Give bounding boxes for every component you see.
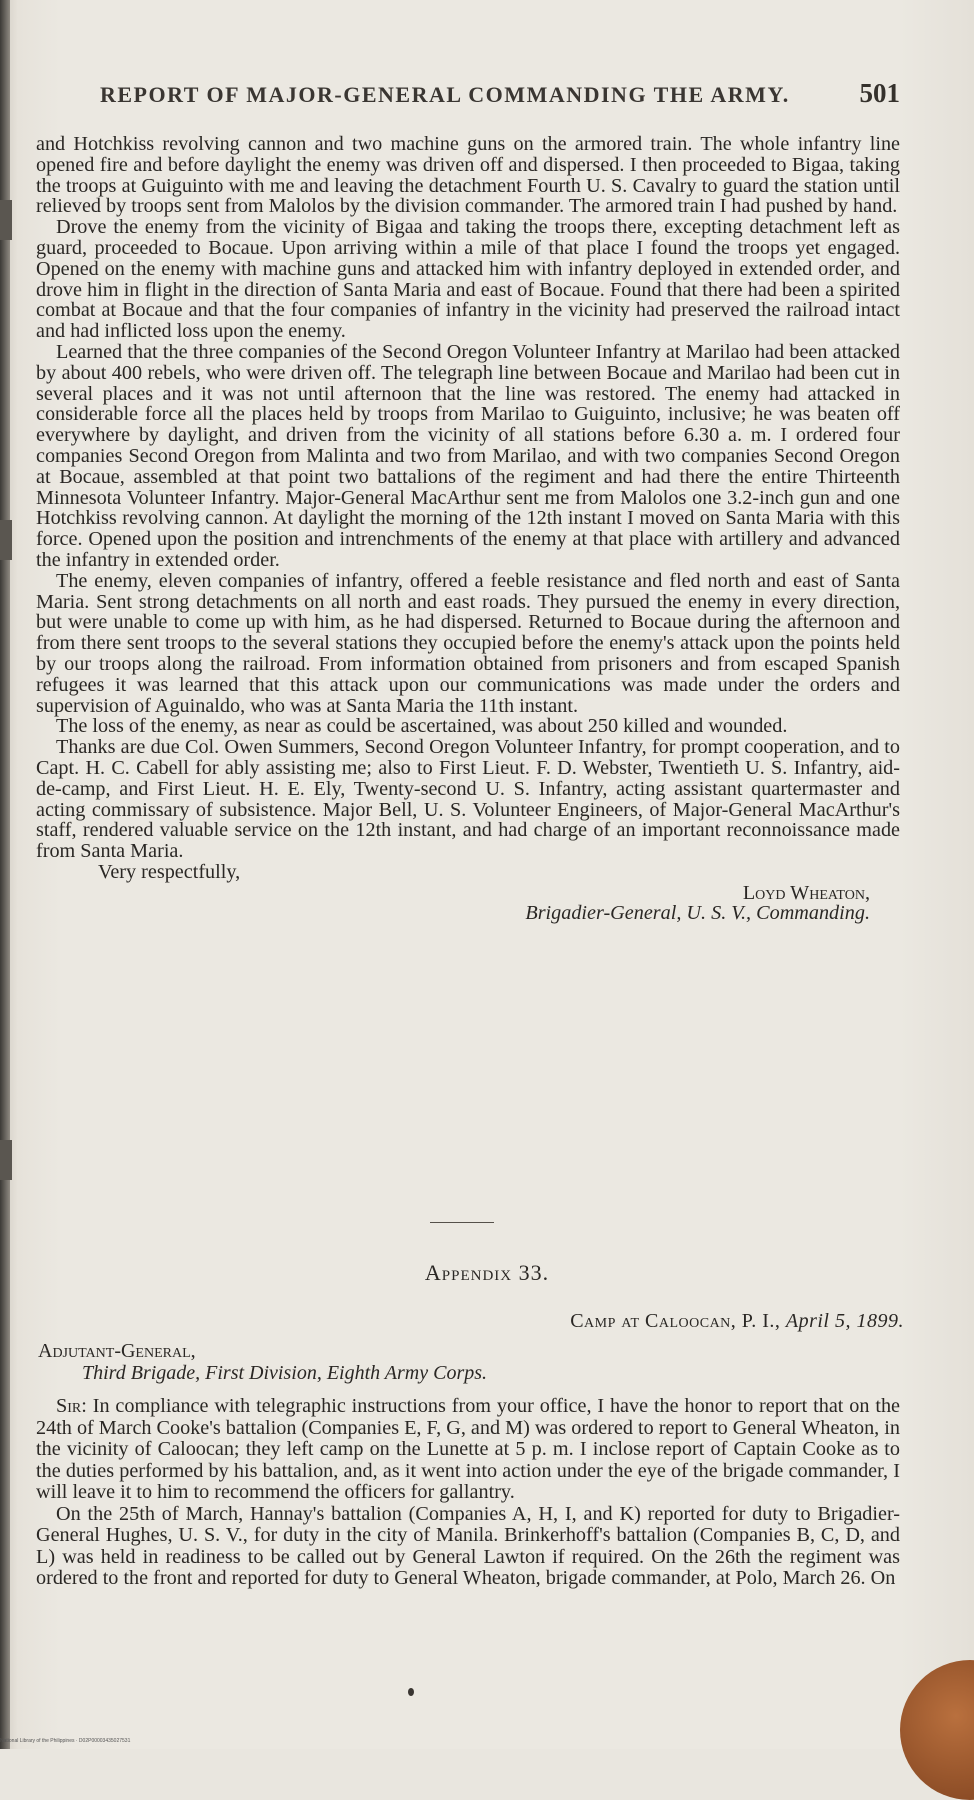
dateline-place: Camp at Caloocan, P. I.,: [570, 1310, 781, 1332]
appendix-paragraph-text: In compliance with telegraphic instructions from your office, I have the honor to report that on the 24th of March Cooke's battalion (Companies E, F, G, and M) was ordered to report to General Wheaton, in the vicinity of Caloocan; they left camp on the Lunette at 5 p. m. I inclose report of Captain Cooke as to the duties performed by his battalion, and, as it went into action under the eye of the brigade commander, I will leave it to him to recommend the officers for gallantry.: [36, 1395, 900, 1503]
body-paragraph: and Hotchkiss revolving cannon and two machine guns on the armored train. The whole infantry line opened fire and before daylight the enemy was driven off and dispersed. I then proceeded to Bigaa, taking the troops at Guiguinto with me and leaving the detachment Fourth U. S. Cavalry to guard the station until relieved by troops sent from Malolos by the division commander. The armored train I had pushed by hand.: [36, 133, 900, 218]
running-head: REPORT OF MAJOR-GENERAL COMMANDING THE ARMY.: [100, 82, 790, 107]
signature-name: Loyd Wheaton,: [742, 881, 870, 904]
page-mark: [408, 1688, 414, 1696]
page-header: [100, 78, 900, 114]
section-divider: [430, 1222, 494, 1223]
dateline-date: April 5, 1899.: [785, 1310, 904, 1332]
scanner-thumb: [900, 1660, 974, 1800]
signature-title: Brigadier-General, U. S. V., Commanding.: [525, 902, 870, 925]
body-paragraph: Thanks are due Col. Owen Summers, Second Oregon Volunteer Infantry, for prompt cooperation, and to Capt. H. C. Cabell for ably assisting me; also to First Lieut. F. D. Webster, Twentieth U. S. Infantry, aid-de-camp, and First Lieut. H. E. Ely, Twenty-second U. S. Infantry, acting assistant quartermaster and acting commissary of subsistence. Major Bell, U. S. Volunteer Engineers, of Major-General MacArthur's staff, rendered valuable service on the 12th instant, and had charge of an important reconnoissance made from Santa Maria.: [36, 736, 900, 863]
appendix-paragraph: On the 25th of March, Hannay's battalion (Companies A, H, I, and K) reported for duty to Brigadier-General Hughes, U. S. V., for duty in the city of Manila. Brinkerhoff's battalion (Companies B, C, D, and L) was held in readiness to be called out by General Lawton if required. On the 26th the regiment was ordered to the front and reported for duty to General Wheaton, brigade commander, at Polo, March 26. On: [36, 1502, 900, 1589]
body-paragraph: The loss of the enemy, as near as could be ascertained, was about 250 killed and wounded.: [56, 715, 788, 738]
body-paragraph: Learned that the three companies of the Second Oregon Volunteer Infantry at Marilao had been attacked by about 400 rebels, who were driven off. The telegraph line between Bocaue and Marilao had been cut in several places and it was not until afternoon that the line was restored. The enemy had attacked in considerable force all the places held by troops from Marilao to Guiguinto, inclusive; he was beaten off everywhere by daylight, and driven from the vicinity of all stations before 6.30 a. m. I ordered four companies Second Oregon from Malinta and two from Marilao, and with two companies Second Oregon at Bocaue, assembled at that point two battalions of the regiment and had there the entire Thirteenth Minnesota Volunteer Infantry. Major-General MacArthur sent me from Malolos one 3.2-inch gun and one Hotchkiss revolving cannon. At daylight the morning of the 12th instant I moved on Santa Maria with this force. Opened upon the position and intrenchments of the enemy at that place with artillery and advanced the infantry in extended order.: [36, 340, 900, 571]
book-spine-edge: [0, 0, 10, 1749]
spine-binding-mark: [0, 1140, 12, 1180]
closing-line: Very respectfully,: [98, 860, 241, 883]
scan-note: National Library of the Philippines · D02P00003435027531: [0, 1738, 131, 1744]
addressee-block: [38, 1340, 898, 1384]
appendix-paragraph: [36, 1396, 900, 1504]
page-number: 501: [859, 78, 900, 108]
addressee-title: Adjutant-General,: [38, 1340, 196, 1362]
spine-binding-mark: [0, 200, 12, 240]
body-paragraph: The enemy, eleven companies of infantry, offered a feeble resistance and fled north and east of Santa Maria. Sent strong detachments on all north and east roads. They pursued the enemy in every direction, but were unable to come up with him, as he had dispersed. Returned to Bocaue during the afternoon and from there sent troops to the several stations they occupied before the enemy's attack upon the points held by our troops along the railroad. From information obtained from prisoners and from escaped Spanish refugees it was learned that this attack upon our communications was made under the orders and supervision of Aguinaldo, who was at Santa Maria the 11th instant.: [36, 569, 900, 717]
dateline: [570, 1310, 904, 1333]
body-paragraph: Drove the enemy from the vicinity of Bigaa and taking the troops there, excepting detachment left as guard, proceeded to Bocaue. Upon arriving within a mile of that place I found the troops yet engaged. Opened on the enemy with machine guns and attacked him with infantry deployed in extended order, and drove him in flight in the direction of Santa Maria and east of Bocaue. Found that there had been a spirited combat at Bocaue and that the four companies of infantry in the vicinity had preserved the railroad intact and had inflicted loss upon the enemy.: [36, 216, 900, 343]
salutation: Sir:: [56, 1395, 87, 1417]
report-body: [36, 134, 900, 924]
appendix-body: [36, 1396, 900, 1590]
addressee-unit: Third Brigade, First Division, Eighth Army Corps.: [82, 1362, 488, 1384]
spine-binding-mark: [0, 520, 12, 560]
appendix-heading: Appendix 33.: [424, 1260, 550, 1285]
